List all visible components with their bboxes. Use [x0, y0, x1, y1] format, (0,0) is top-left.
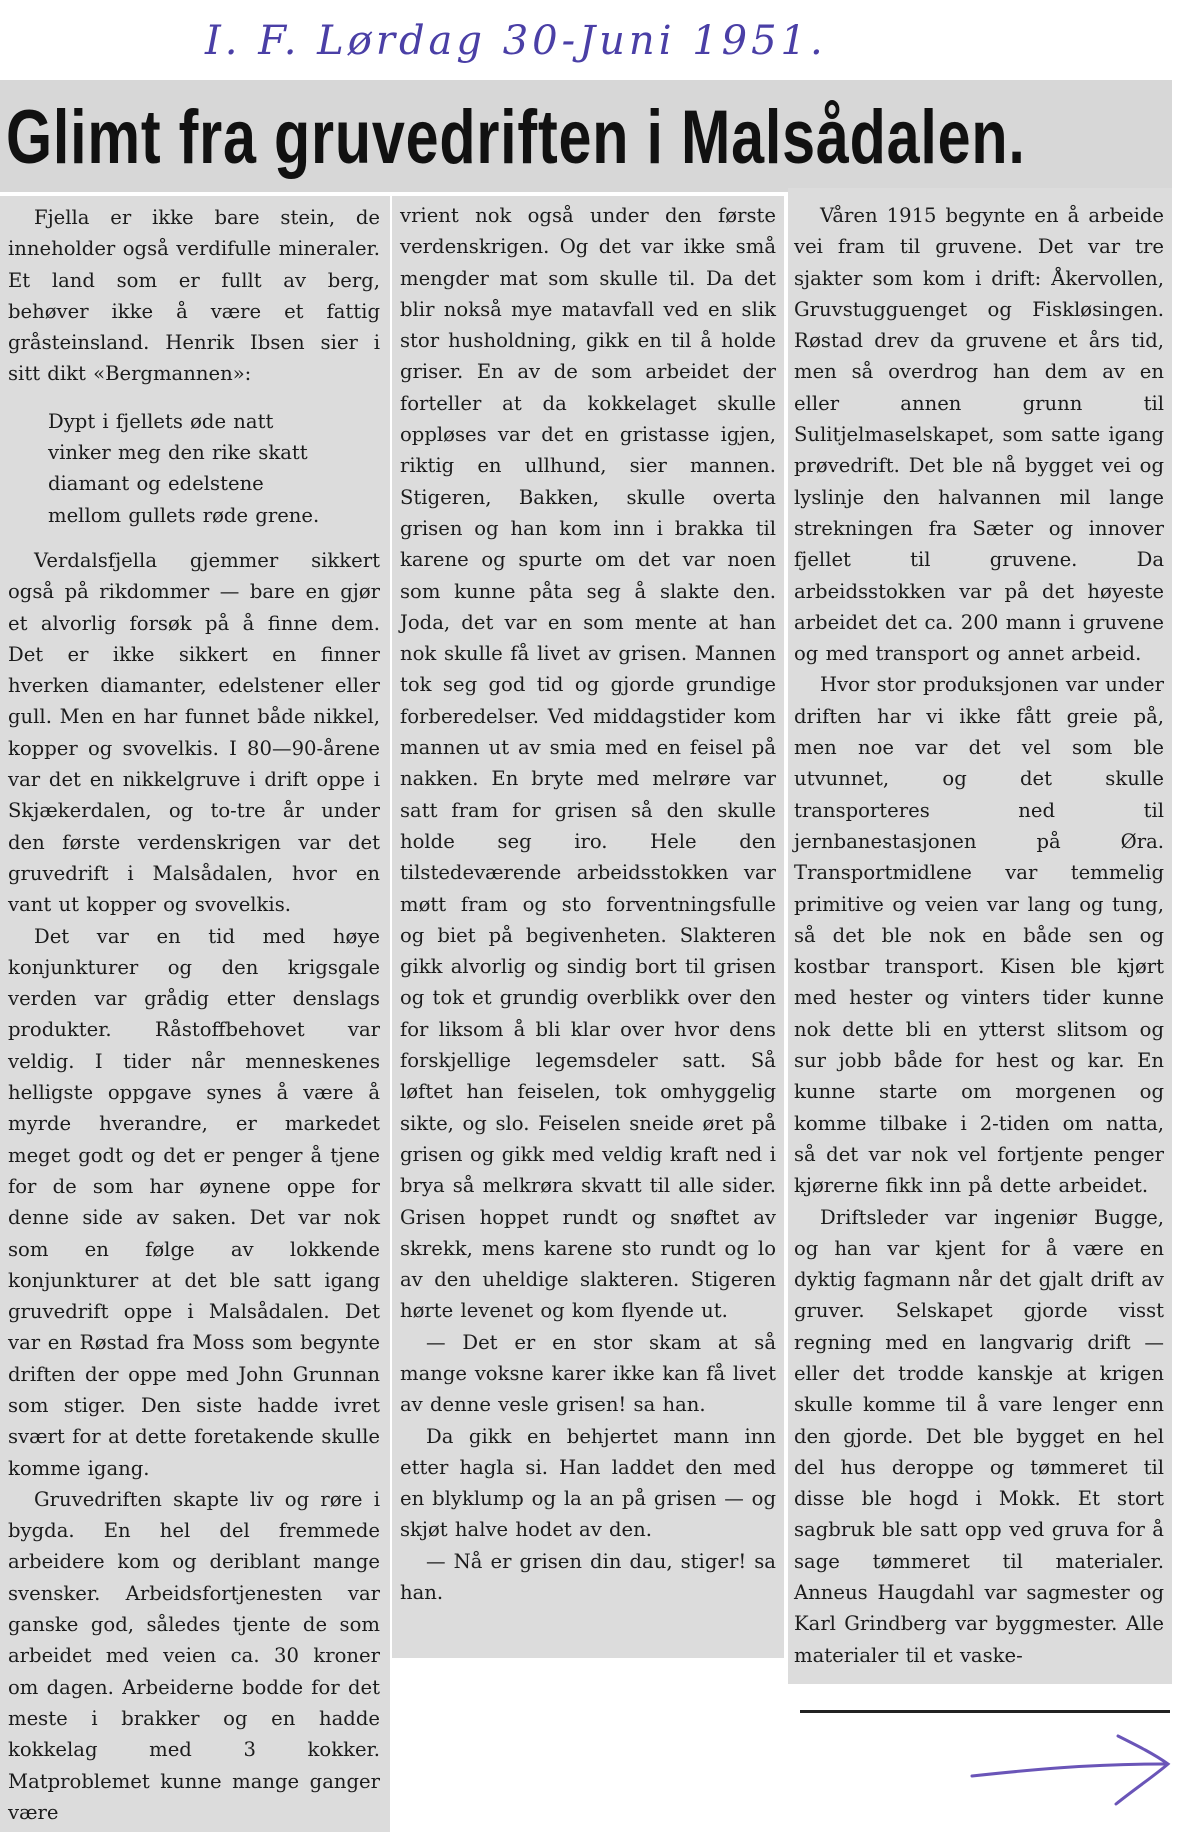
paragraph: Hvor stor produksjonen var under driften har vi ikke fått greie på, men noe var det vel som ble utvunnet, og det skulle transporteres ned til jernbanestasjonen på Øra. Transportmidlene var temmelig primitive og veien var lang og tung, så det ble nok en både sen og kostbar transport. Kisen ble kjørt med hester og vinters tider kunne nok dette bli en ytterst slitsom og sur jobb både for hest og kar. En kunne starte om morgenen og komme tilbake i 2-tiden om natta, så det var nok vel fortjente penger kjørerne fikk inn på dette arbeidet. [794, 673, 1164, 1198]
paragraph: — Det er en stor skam at så mange voksne karer ikke kan få livet av denne vesle grisen! sa han. [400, 1330, 776, 1417]
paragraph: Driftsleder var ingeniør Bugge, og han var kjent for å være en dyktig fagmann når det gjalt drift av gruver. Selskapet gjorde visst regning med en langvarig drift — eller det trodde kanskje at krigen skulle komme til å vare lenger enn den gjorde. Det ble bygget en hel del hus deroppe og tømmeret til disse ble hogd i Mokk. Et stort sagbruk ble satt opp ved gruva for å sage tømmeret til materialer. Anneus Haugdahl var sagmester og Karl Grindberg var byggmester. Alle materialer til et vaske- [794, 1205, 1164, 1667]
article-column-3 [794, 200, 1164, 1671]
page-title: Glimt fra gruvedriften i Malsådalen. [6, 95, 1026, 180]
paragraph: vrient nok også under den første verdenskrigen. Og det var ikke små mengder mat som skulle til. Da det blir nokså mye matavfall ved en slik stor husholdning, gikk en til å holde griser. En av de som arbeidet der forteller at da kokkelaget skulle oppløses var det en gristasse igjen, riktig en ullhund, sier mannen. Stigeren, Bakken, skulle overta grisen og han kom inn i brakka til karene og spurte om det var noen som kunne påta seg å slakte den. Joda, det var en som mente at han nok skulle få livet av grisen. Mannen tok seg god tid og gjorde grundige forberedelser. Ved middagstider kom mannen ut av smia med en feisel på nakken. En bryte med melrøre var satt fram for grisen så den skulle holde seg iro. Hele den tilstedeværende arbeidsstokken var møtt fram og sto forventningsfulle og biet på begivenheten. Slakteren gikk alvorlig og sindig bort til grisen og tok et grundig overblikk over den for liksom å bli klar over hvor dens forskjellige legemsdeler satt. Så løftet han feiselen, tok omhyggelig sikte, og slo. Feiselen sneide øret på grisen og gikk med veldig kraft ned i brya så melkrøra skvatt til alle sider. Grisen hoppet rundt og snøftet av skrekk, mens karene sto rundt og lo av den uheldige slakteren. Stigeren hørte levenet og kom flyende ut. [400, 204, 776, 1323]
paragraph: Gruvedriften skapte liv og røre i bygda. En hel del fremmede arbeidere kom og deriblant mange svensker. Arbeidsfortjenesten var ganske god, således tjente de som arbeidet med veien ca. 30 kroner om dagen. Arbeiderne bodde for det meste i brakker og en hadde kokkelag med 3 kokker. Matproblemet kunne mange ganger være [8, 1487, 380, 1824]
article-column-2 [400, 200, 776, 1608]
column-end-rule [800, 1710, 1170, 1713]
paragraph: Våren 1915 begynte en å arbeide vei fram til gruvene. Det var tre sjakter som kom i drift: Åkervollen, Gruvstugguenget og Fiskløsingen. Røstad drev da gruvene et års tid, men så overdrog han dem av en eller annen grunn til Sulitjelmaselskapet, som satte igang prøvedrift. Det ble nå bygget vei og lyslinje den halvannen mil lange strekningen fra Sæter og innover fjellet til gruvene. Da arbeidsstokken var på det høyeste arbeidet det ca. 200 mann i gruvene og med transport og annet arbeid. [794, 204, 1164, 666]
hand-drawn-arrow-icon [968, 1728, 1182, 1808]
poem-line: vinker meg den rike skatt [48, 441, 308, 465]
paragraph: Det var en tid med høye konjunkturer og den krigsgale verden var grådig etter denslags produkter. Råstoffbehovet var veldig. I tider når menneskenes helligste oppgave synes å være å myrde hverandre, er markedet meget godt og det er penger å tjene for de som har øynene oppe for denne side av saken. Det var nok som en følge av lokkende konjunkturer at det ble satt igang gruvedrift oppe i Malsådalen. Det var en Røstad fra Moss som begynte driften der oppe med John Grunnan som stiger. Den siste hadde ivret svært for at dette foretakende skulle komme igang. [8, 924, 380, 1480]
poem-quote [48, 406, 380, 531]
paragraph: Da gikk en behjertet mann inn etter hagla si. Han laddet den med en blyklump og la an på grisen — og skjøt halve hodet av den. [400, 1424, 776, 1542]
handwritten-date-note: I. F. Lørdag 30-Juni 1951. [205, 18, 827, 64]
poem-line: mellom gullets røde grene. [48, 503, 320, 527]
article-column-1 [8, 202, 380, 1828]
paragraph: Verdalsfjella gjemmer sikkert også på rikdommer — bare en gjør et alvorlig forsøk på å finne dem. Det er ikke sikkert en finner hverken diamanter, edelstener eller gull. Men en har funnet både nikkel, kopper og svovelkis. I 80—90-årene var det en nikkelgruve i drift oppe i Skjækerdalen, og to-tre år under den første verdenskrigen var det gruvedrift i Malsådalen, hvor en vant ut kopper og svovelkis. [8, 548, 380, 917]
poem-line: Dypt i fjellets øde natt [48, 409, 274, 433]
poem-line: diamant og edelstene [48, 472, 264, 496]
paragraph: — Nå er grisen din dau, stiger! sa han. [400, 1549, 776, 1605]
intro-paragraph: Fjella er ikke bare stein, de inneholder også verdifulle mineraler. Et land som er fullt av berg, behøver ikke å være et fattig gråsteinsland. Henrik Ibsen sier i sitt dikt «Bergmannen»: [8, 206, 380, 386]
